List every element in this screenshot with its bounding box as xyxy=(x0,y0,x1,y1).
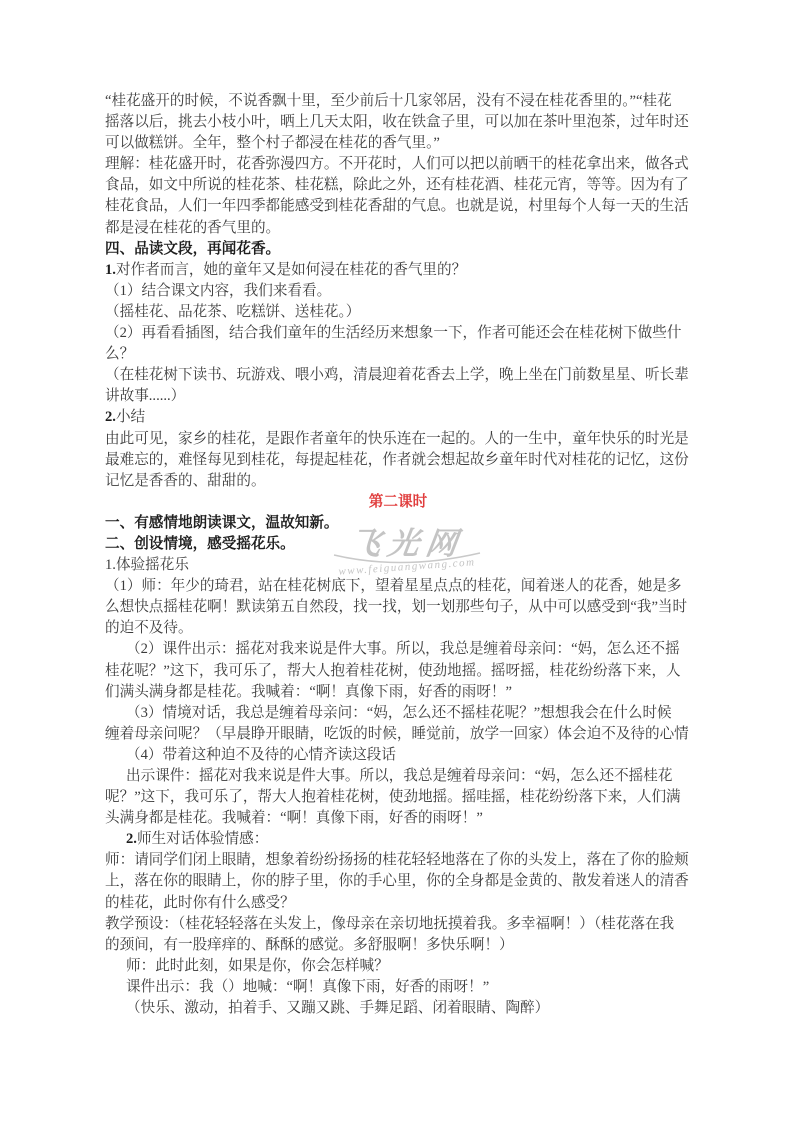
text-line: （1）师：年少的琦君，站在桂花树底下，望着星星点点的桂花，闻着迷人的花香，她是多 xyxy=(105,578,682,595)
watermark-logo-text: 飞光网 xyxy=(347,526,467,561)
text-line: 记忆是香香的、甜甜的。 xyxy=(105,472,266,489)
text-line: （2）课件出示：摇花对我来说是件大事。所以，我总是缠着母亲问：“妈，怎么还不摇 xyxy=(126,641,680,658)
line-text: 小结 xyxy=(115,409,146,426)
text-line: 由此可见，家乡的桂花，是跟作者童年的快乐连在一起的。人的一生中，童年快乐的时光是 xyxy=(105,430,689,447)
line-text: 对作者而言，她的童年又是如何浸在桂花的香气里的？ xyxy=(115,261,467,278)
text-line: 可以做糕饼。全年，整个村子都浸在桂花的香气里。” xyxy=(105,135,440,152)
text-line: 理解：桂花盛开时，花香弥漫四方。不开花时，人们可以把以前晒干的桂花拿出来，做各式 xyxy=(105,156,689,173)
text-line xyxy=(105,407,691,428)
text-line: 最难忘的，难怪每见到桂花，每提起桂花，作者就会想起故乡童年时代对桂花的记忆，这份 xyxy=(105,451,689,468)
text-line: 讲故事......） xyxy=(105,388,186,405)
text-line: 头满身都是桂花。我喊着：“啊！真像下雨，好香的雨呀！” xyxy=(105,810,483,827)
text-line: 摇落以后，挑去小枝小叶，晒上几天太阳，收在铁盒子里，可以加在茶叶里泡茶，过年时还 xyxy=(105,114,689,131)
text-line: 们满头满身都是桂花。我喊着：“啊！真像下雨，好香的雨呀！” xyxy=(105,683,512,700)
text-line: 的迫不及待。 xyxy=(105,620,193,637)
text-line: 么想快点摇桂花啊！默读第五自然段，找一找，划一划那些句子，从中可以感受到“我”当时 xyxy=(105,599,688,616)
session-heading: 第二课时 xyxy=(368,493,428,510)
text-line: （3）情境对话，我总是缠着母亲问：“妈，怎么还不摇桂花呢？”想想我会在什么时候 xyxy=(126,704,672,721)
text-line: 师：请同学们闭上眼睛，想象着纷纷扬扬的桂花轻轻地落在了你的头发上，落在了你的脸颊 xyxy=(105,852,689,869)
text-line: 的颈间，有一股痒痒的、酥酥的感觉。多舒服啊！多快乐啊！） xyxy=(105,936,514,953)
text-line: 出示课件：摇花对我来说是件大事。所以，我总是缠着母亲问：“妈，怎么还不摇桂花 xyxy=(126,768,673,784)
text-line: 的桂花，此时你有什么感受？ xyxy=(105,894,295,911)
text-line: 一、有感情地朗读课文，温故知新。 xyxy=(105,514,339,531)
text-line: 桂花呢？”这下，我可乐了，帮大人抱着桂花树，使劲地摇。摇呀摇，桂花纷纷落下来，人 xyxy=(105,662,681,679)
line-number-prefix: 1. xyxy=(105,261,116,278)
text-line: （摇桂花、品花茶、吃糕饼、送桂花。） xyxy=(105,303,361,320)
text-line: 教学预设：（桂花轻轻落在头发上，像母亲在亲切地抚摸着我。多幸福啊！）（桂花落在我 xyxy=(105,915,675,932)
text-line: 1.体验摇花乐 xyxy=(105,557,189,574)
text-line: （快乐、激动，拍着手、又蹦又跳、手舞足蹈、闭着眼睛、陶醉） xyxy=(126,1000,550,1017)
line-number-prefix: 2. xyxy=(126,831,137,848)
text-line: （2）再看看插图，结合我们童年的生活经历来想象一下，作者可能还会在桂花树下做些什 xyxy=(105,325,682,342)
text-line: 食品，如文中所说的桂花茶、桂花糕，除此之外，还有桂花酒、桂花元宵，等等。因为有了 xyxy=(105,177,689,194)
text-line: （在桂花树下读书、玩游戏、喂小鸡，清晨迎着花香去上学，晚上坐在门前数星星、听长辈 xyxy=(105,367,689,384)
text-line: “桂花盛开的时候，不说香飘十里，至少前后十几家邻居，没有不浸在桂花香里的。”“桂花 xyxy=(105,93,672,109)
text-line: （1）结合课文内容，我们来看看。 xyxy=(105,282,332,299)
text-line: 桂花食品，人们一年四季都能感受到桂花香甜的气息。也就是说，村里每个人每一天的生活 xyxy=(105,198,689,215)
line-number-prefix: 2. xyxy=(105,409,116,426)
text-line: 缠着母亲问呢？（早晨睁开眼睛，吃饭的时候，睡觉前，放学一回家）体会迫不及待的心情 xyxy=(105,725,689,742)
text-line: 上，落在你的眼睛上，你的脖子里，你的手心里，你的全身都是金黄的、散发着迷人的清香 xyxy=(105,873,689,890)
text-line xyxy=(105,260,691,281)
text-line: 师：此时此刻，如果是你，你会怎样喊？ xyxy=(126,957,389,974)
text-line: 四、品读文段，再闻花香。 xyxy=(105,240,281,257)
line-text: 师生对话体验情感： xyxy=(136,831,269,848)
text-line: （4）带着这种迫不及待的心情齐读这段话 xyxy=(126,746,396,763)
text-line: 课件出示：我（）地喊：“啊！真像下雨，好香的雨呀！” xyxy=(126,978,490,995)
text-line: 呢？”这下，我可乐了，帮大人抱着桂花树，使劲地摇。摇哇摇，桂花纷纷落下来，人们满 xyxy=(105,789,681,806)
watermark-url-text: www.feiguangwang.com xyxy=(338,556,476,578)
document-body xyxy=(105,91,691,1019)
text-line: 都是浸在桂花的香气里的。 xyxy=(105,219,281,236)
text-line xyxy=(105,829,691,850)
text-line: 二、创设情境，感受摇花乐。 xyxy=(105,535,295,552)
text-line: 么？ xyxy=(105,346,135,363)
